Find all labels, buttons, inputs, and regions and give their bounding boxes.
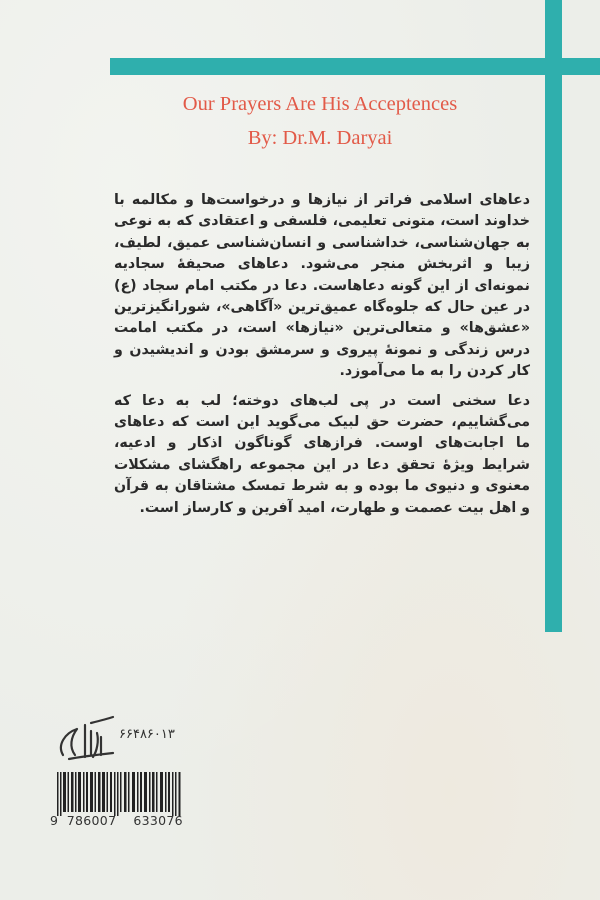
book-author: By: Dr.M. Daryai bbox=[247, 127, 393, 149]
barcode-icon bbox=[57, 772, 181, 816]
blurb bbox=[114, 190, 530, 527]
publisher-calligraphy-logo-icon bbox=[55, 715, 117, 765]
isbn-number: 9 786007 633076 bbox=[50, 813, 183, 828]
book-title: Our Prayers Are His Acceptences bbox=[182, 93, 458, 115]
teal-vertical-bar bbox=[545, 0, 562, 632]
teal-horizontal-bar bbox=[110, 58, 600, 75]
publisher-phone: ۶۶۴۸۶۰۱۳ bbox=[119, 727, 175, 742]
blurb-paragraph-2: دعا سخنی است در پی لب‌های دوخته؛ لب به دعا که می‌گشاییم، حضرت حق لبیک می‌گوید این است که دعاهای ما اجابت‌های اوست. فرازهای گوناگون اذکار و ادعیه، شرایط ویژهٔ تحقق دعا در این مجموعه راهگشای مشکلات معنوی و دنیوی ما بوده و به شرط تمسک مشتاقان به قرآن و اهل بیت عصمت و طهارت، امید آفرین و کارساز است. bbox=[114, 392, 530, 516]
blurb-paragraph-1: دعاهای اسلامی فراتر از نیازها و درخواست‌ها و مکالمه با خداوند است، متونی تعلیمی، فلسفی و اعتقادی که به نوعی به جهان‌شناسی، خداشناسی و انسان‌شناسی عمیق، لطیف، زیبا و اثربخش منجر می‌شود. دعاهای صحیفهٔ سجادیه نمونه‌ای از این گونه دعاهاست. دعا در مکتب امام سجاد (ع) در عین حال که جلوه‌گاه عمیق‌ترین «آگاهی»، شورانگیزترین «عشق‌ها» و متعالی‌ترین «نیازها» است، در مکتب امامت درس زندگی و نمونهٔ پیروی و سرمشق بودن و اندیشیدن و کار کردن را به ما می‌آموزد. bbox=[114, 192, 530, 380]
publisher-block bbox=[55, 715, 215, 765]
